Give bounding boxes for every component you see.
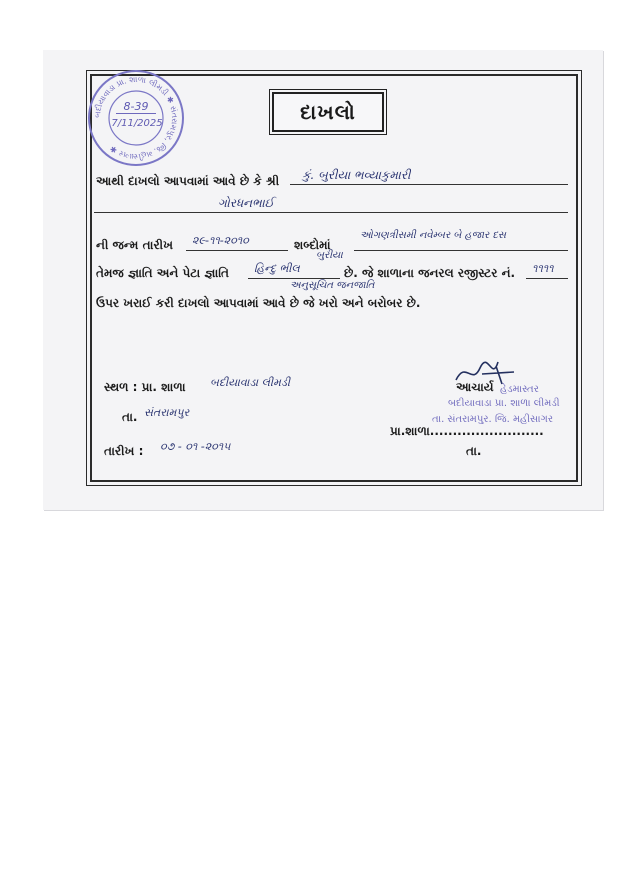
line1-label: આથી દાખલો આપવામાં આવે છે કે શ્રી [96,174,280,188]
father-name: ગોરધનભાઈ [218,196,274,210]
certificate-title: દાખલો [272,92,384,132]
seal-line-3: તા. સંતરામપુર. જિ. મહીસાગર [432,414,553,425]
register-line [526,278,568,279]
in-words-line [354,250,568,251]
place-value: બદીયાવાડા લીમડી [210,376,291,389]
headmaster-label: આચાર્ય [456,380,494,394]
taluka-field: તા. [466,444,482,458]
birthdate-value: ૨૯-૧૧-૨૦૧૦ [192,234,249,247]
student-name: કું. બુરીયા ભવ્યાકુમારી [302,168,411,182]
caste-value: હિન્દુ ભીલ [254,262,300,275]
school-field: પ્રા.શાળા......................... [390,424,544,438]
taluka-value: સંતરામપુર [144,406,190,419]
birthdate-label: ની જન્મ તારીખ [96,238,173,252]
caste-line [248,278,340,279]
student-name-line [290,184,568,185]
closing-text: ઉપર ખરાઈ કરી દાખલો આપવામાં આવે છે જે ખરો અને બરોબર છે. [96,296,421,310]
seal-line-2: બદીયાવાડા પ્રા. શાળા લીમડી [448,398,560,409]
date-label: તારીખ : [104,444,144,458]
seal-line-1: હેડમાસ્તર [500,384,539,395]
father-name-line [94,212,568,213]
taluka-label: તા. [122,410,138,424]
caste-label: તેમજ જ્ઞાતિ અને પેટા જ્ઞાતિ [96,266,229,280]
in-words-value: ઓગણત્રીસમી નવેમ્બર બે હજાર દસ [360,230,507,241]
date-value: ૦૭ - ૦૧ -૨૦૧૫ [160,440,231,453]
place-label: સ્થળ : પ્રા. શાળા [104,380,186,394]
register-label: છે. જે શાળાના જનરલ રજીસ્ટર નં. [344,266,516,280]
birthdate-line [186,250,288,251]
stamp-number: 8-39 [116,100,156,114]
stamp-ring-text: બદીયાવાડા પ્રા. શાળા લીમડી ✱ સંતરામપુર, જિ. મહીસાગર ✱ [92,74,180,162]
stamp-date: 7/11/2025 [111,118,163,129]
school-round-stamp [88,70,184,166]
caste-note-above: બુરીયા [316,250,343,261]
register-number: ૧૧૧૧ [532,262,554,275]
caste-note-below: અનુસૂચિત જનજાતિ [290,280,375,291]
in-words-label: શબ્દોમાં [294,238,331,252]
